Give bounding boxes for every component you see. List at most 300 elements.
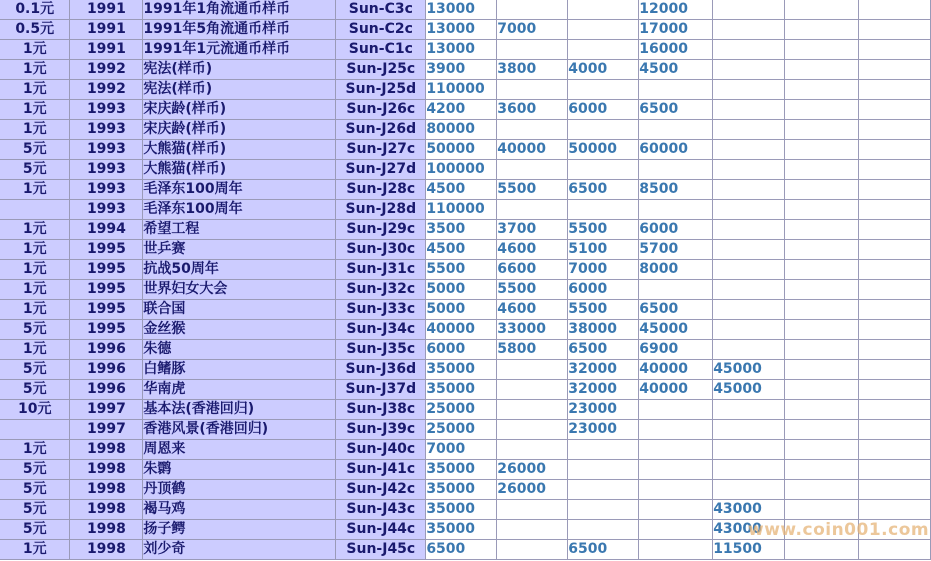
price-cell[interactable] <box>713 140 785 160</box>
price-cell[interactable] <box>497 500 568 520</box>
price-cell[interactable] <box>639 420 713 440</box>
price-cell[interactable]: 11500 <box>713 540 785 560</box>
catalog-code-cell[interactable]: Sun-C1c <box>336 40 426 60</box>
price-cell[interactable] <box>639 540 713 560</box>
year-cell[interactable]: 1996 <box>70 360 143 380</box>
price-cell[interactable] <box>785 40 859 60</box>
price-cell[interactable]: 40000 <box>639 360 713 380</box>
price-cell[interactable]: 3800 <box>497 60 568 80</box>
price-cell[interactable]: 50000 <box>426 140 497 160</box>
price-cell[interactable] <box>785 0 859 20</box>
price-cell[interactable]: 5000 <box>426 300 497 320</box>
catalog-code-cell[interactable]: Sun-J35c <box>336 340 426 360</box>
price-cell[interactable] <box>859 500 931 520</box>
year-cell[interactable]: 1995 <box>70 320 143 340</box>
price-cell[interactable]: 45000 <box>639 320 713 340</box>
coin-name-cell[interactable]: 白鳍豚 <box>143 360 336 380</box>
denomination-cell[interactable]: 1元 <box>0 120 70 140</box>
price-cell[interactable]: 13000 <box>426 40 497 60</box>
catalog-code-cell[interactable]: Sun-J36d <box>336 360 426 380</box>
price-cell[interactable]: 23000 <box>568 420 639 440</box>
denomination-cell[interactable]: 5元 <box>0 520 70 540</box>
coin-name-cell[interactable]: 丹顶鹤 <box>143 480 336 500</box>
catalog-code-cell[interactable]: Sun-J32c <box>336 280 426 300</box>
price-cell[interactable] <box>639 440 713 460</box>
price-cell[interactable]: 4500 <box>639 60 713 80</box>
coin-name-cell[interactable]: 周恩来 <box>143 440 336 460</box>
coin-name-cell[interactable]: 宪法(样币) <box>143 80 336 100</box>
price-cell[interactable] <box>785 340 859 360</box>
coin-name-cell[interactable]: 香港风景(香港回归) <box>143 420 336 440</box>
price-cell[interactable] <box>713 340 785 360</box>
price-cell[interactable]: 6500 <box>426 540 497 560</box>
coin-name-cell[interactable]: 金丝猴 <box>143 320 336 340</box>
catalog-code-cell[interactable]: Sun-J45c <box>336 540 426 560</box>
coin-name-cell[interactable]: 华南虎 <box>143 380 336 400</box>
price-cell[interactable] <box>785 20 859 40</box>
denomination-cell[interactable]: 1元 <box>0 180 70 200</box>
price-cell[interactable] <box>568 480 639 500</box>
price-cell[interactable] <box>859 320 931 340</box>
price-cell[interactable] <box>497 80 568 100</box>
price-cell[interactable] <box>859 420 931 440</box>
price-cell[interactable] <box>859 240 931 260</box>
coin-name-cell[interactable]: 基本法(香港回归) <box>143 400 336 420</box>
price-cell[interactable]: 4500 <box>426 240 497 260</box>
price-cell[interactable]: 50000 <box>568 140 639 160</box>
price-cell[interactable] <box>713 260 785 280</box>
price-cell[interactable]: 80000 <box>426 120 497 140</box>
denomination-cell[interactable]: 5元 <box>0 160 70 180</box>
coin-name-cell[interactable]: 毛泽东100周年 <box>143 180 336 200</box>
coin-name-cell[interactable]: 褐马鸡 <box>143 500 336 520</box>
denomination-cell[interactable]: 1元 <box>0 80 70 100</box>
price-cell[interactable] <box>859 360 931 380</box>
price-cell[interactable] <box>497 40 568 60</box>
catalog-code-cell[interactable]: Sun-J34c <box>336 320 426 340</box>
year-cell[interactable]: 1998 <box>70 440 143 460</box>
price-cell[interactable] <box>568 20 639 40</box>
price-cell[interactable] <box>785 300 859 320</box>
year-cell[interactable]: 1995 <box>70 240 143 260</box>
catalog-code-cell[interactable]: Sun-J29c <box>336 220 426 240</box>
price-cell[interactable]: 13000 <box>426 20 497 40</box>
price-cell[interactable]: 4200 <box>426 100 497 120</box>
price-cell[interactable] <box>713 240 785 260</box>
price-cell[interactable]: 4500 <box>426 180 497 200</box>
catalog-code-cell[interactable]: Sun-J25c <box>336 60 426 80</box>
price-cell[interactable]: 6000 <box>639 220 713 240</box>
price-cell[interactable] <box>713 60 785 80</box>
coin-name-cell[interactable]: 世界妇女大会 <box>143 280 336 300</box>
price-cell[interactable] <box>785 60 859 80</box>
price-cell[interactable] <box>497 520 568 540</box>
price-cell[interactable] <box>785 540 859 560</box>
price-cell[interactable]: 8500 <box>639 180 713 200</box>
coin-name-cell[interactable]: 宋庆龄(样币) <box>143 120 336 140</box>
price-cell[interactable]: 40000 <box>426 320 497 340</box>
price-cell[interactable] <box>497 440 568 460</box>
price-cell[interactable] <box>568 120 639 140</box>
price-cell[interactable] <box>713 220 785 240</box>
price-cell[interactable]: 38000 <box>568 320 639 340</box>
catalog-code-cell[interactable]: Sun-J41c <box>336 460 426 480</box>
price-cell[interactable] <box>713 200 785 220</box>
denomination-cell[interactable]: 0.5元 <box>0 20 70 40</box>
price-cell[interactable] <box>859 380 931 400</box>
year-cell[interactable]: 1993 <box>70 180 143 200</box>
price-cell[interactable] <box>785 400 859 420</box>
price-cell[interactable]: 35000 <box>426 480 497 500</box>
catalog-code-cell[interactable]: Sun-J40c <box>336 440 426 460</box>
price-cell[interactable]: 3900 <box>426 60 497 80</box>
catalog-code-cell[interactable]: Sun-J27d <box>336 160 426 180</box>
price-cell[interactable] <box>568 500 639 520</box>
price-cell[interactable] <box>713 120 785 140</box>
price-cell[interactable] <box>639 160 713 180</box>
price-cell[interactable] <box>497 160 568 180</box>
denomination-cell[interactable]: 1元 <box>0 280 70 300</box>
year-cell[interactable]: 1991 <box>70 0 143 20</box>
price-cell[interactable]: 13000 <box>426 0 497 20</box>
year-cell[interactable]: 1998 <box>70 540 143 560</box>
catalog-code-cell[interactable]: Sun-J42c <box>336 480 426 500</box>
denomination-cell[interactable]: 1元 <box>0 260 70 280</box>
price-cell[interactable] <box>859 440 931 460</box>
price-cell[interactable] <box>785 240 859 260</box>
price-cell[interactable]: 60000 <box>639 140 713 160</box>
price-cell[interactable]: 4600 <box>497 240 568 260</box>
price-cell[interactable]: 5500 <box>497 180 568 200</box>
catalog-code-cell[interactable]: Sun-J25d <box>336 80 426 100</box>
year-cell[interactable]: 1997 <box>70 420 143 440</box>
denomination-cell[interactable]: 5元 <box>0 460 70 480</box>
price-cell[interactable] <box>639 480 713 500</box>
price-cell[interactable] <box>859 480 931 500</box>
catalog-code-cell[interactable]: Sun-J44c <box>336 520 426 540</box>
catalog-code-cell[interactable]: Sun-J26c <box>336 100 426 120</box>
year-cell[interactable]: 1998 <box>70 460 143 480</box>
price-cell[interactable]: 23000 <box>568 400 639 420</box>
denomination-cell[interactable]: 1元 <box>0 60 70 80</box>
catalog-code-cell[interactable]: Sun-J28d <box>336 200 426 220</box>
price-cell[interactable]: 26000 <box>497 480 568 500</box>
price-cell[interactable] <box>713 40 785 60</box>
year-cell[interactable]: 1995 <box>70 260 143 280</box>
price-cell[interactable] <box>785 280 859 300</box>
price-cell[interactable] <box>785 320 859 340</box>
catalog-code-cell[interactable]: Sun-J39c <box>336 420 426 440</box>
price-cell[interactable] <box>785 220 859 240</box>
denomination-cell[interactable] <box>0 200 70 220</box>
price-cell[interactable] <box>859 20 931 40</box>
price-cell[interactable] <box>639 460 713 480</box>
price-cell[interactable] <box>497 540 568 560</box>
year-cell[interactable]: 1995 <box>70 280 143 300</box>
price-cell[interactable] <box>713 420 785 440</box>
price-cell[interactable]: 17000 <box>639 20 713 40</box>
price-cell[interactable]: 26000 <box>497 460 568 480</box>
year-cell[interactable]: 1997 <box>70 400 143 420</box>
price-cell[interactable] <box>859 60 931 80</box>
denomination-cell[interactable]: 5元 <box>0 500 70 520</box>
price-cell[interactable]: 7000 <box>426 440 497 460</box>
denomination-cell[interactable]: 5元 <box>0 320 70 340</box>
denomination-cell[interactable]: 5元 <box>0 480 70 500</box>
price-cell[interactable] <box>497 360 568 380</box>
year-cell[interactable]: 1998 <box>70 520 143 540</box>
catalog-code-cell[interactable]: Sun-J38c <box>336 400 426 420</box>
coin-name-cell[interactable]: 1991年1元流通币样币 <box>143 40 336 60</box>
price-cell[interactable] <box>859 340 931 360</box>
price-cell[interactable] <box>713 20 785 40</box>
price-cell[interactable] <box>785 180 859 200</box>
denomination-cell[interactable]: 5元 <box>0 360 70 380</box>
price-cell[interactable]: 5500 <box>568 300 639 320</box>
price-cell[interactable] <box>497 380 568 400</box>
price-cell[interactable]: 32000 <box>568 380 639 400</box>
price-cell[interactable] <box>497 200 568 220</box>
price-cell[interactable]: 25000 <box>426 420 497 440</box>
coin-name-cell[interactable]: 希望工程 <box>143 220 336 240</box>
price-cell[interactable] <box>497 0 568 20</box>
price-cell[interactable]: 33000 <box>497 320 568 340</box>
price-cell[interactable]: 6500 <box>568 340 639 360</box>
catalog-code-cell[interactable]: Sun-J28c <box>336 180 426 200</box>
coin-name-cell[interactable]: 大熊猫(样币) <box>143 160 336 180</box>
denomination-cell[interactable]: 1元 <box>0 220 70 240</box>
price-cell[interactable] <box>785 420 859 440</box>
denomination-cell[interactable]: 1元 <box>0 300 70 320</box>
price-cell[interactable] <box>859 300 931 320</box>
catalog-code-cell[interactable]: Sun-J37d <box>336 380 426 400</box>
price-cell[interactable] <box>568 460 639 480</box>
price-cell[interactable] <box>859 100 931 120</box>
price-cell[interactable] <box>639 120 713 140</box>
price-cell[interactable] <box>713 440 785 460</box>
price-cell[interactable] <box>639 200 713 220</box>
price-cell[interactable]: 5500 <box>568 220 639 240</box>
price-cell[interactable]: 25000 <box>426 400 497 420</box>
coin-name-cell[interactable]: 世乒赛 <box>143 240 336 260</box>
year-cell[interactable]: 1991 <box>70 40 143 60</box>
price-cell[interactable]: 5500 <box>426 260 497 280</box>
denomination-cell[interactable]: 1元 <box>0 100 70 120</box>
price-cell[interactable]: 4000 <box>568 60 639 80</box>
price-cell[interactable] <box>568 200 639 220</box>
price-cell[interactable] <box>639 280 713 300</box>
denomination-cell[interactable]: 1元 <box>0 240 70 260</box>
price-cell[interactable] <box>859 260 931 280</box>
price-cell[interactable] <box>639 400 713 420</box>
price-cell[interactable] <box>785 200 859 220</box>
price-cell[interactable]: 7000 <box>497 20 568 40</box>
price-cell[interactable] <box>859 140 931 160</box>
price-cell[interactable] <box>497 420 568 440</box>
price-cell[interactable] <box>785 80 859 100</box>
price-cell[interactable] <box>568 0 639 20</box>
denomination-cell[interactable]: 5元 <box>0 380 70 400</box>
price-cell[interactable] <box>859 540 931 560</box>
price-cell[interactable]: 6600 <box>497 260 568 280</box>
price-cell[interactable] <box>568 160 639 180</box>
price-cell[interactable]: 110000 <box>426 200 497 220</box>
price-cell[interactable] <box>713 480 785 500</box>
price-cell[interactable]: 6500 <box>639 300 713 320</box>
price-cell[interactable]: 12000 <box>639 0 713 20</box>
price-cell[interactable] <box>713 460 785 480</box>
denomination-cell[interactable]: 0.1元 <box>0 0 70 20</box>
price-cell[interactable] <box>713 300 785 320</box>
price-cell[interactable] <box>785 440 859 460</box>
price-cell[interactable]: 7000 <box>568 260 639 280</box>
price-cell[interactable]: 5100 <box>568 240 639 260</box>
price-cell[interactable] <box>785 100 859 120</box>
price-cell[interactable]: 32000 <box>568 360 639 380</box>
price-cell[interactable] <box>859 220 931 240</box>
price-cell[interactable] <box>713 160 785 180</box>
price-cell[interactable] <box>785 160 859 180</box>
price-cell[interactable]: 43000 <box>713 520 785 540</box>
price-cell[interactable] <box>713 100 785 120</box>
catalog-code-cell[interactable]: Sun-J31c <box>336 260 426 280</box>
price-cell[interactable] <box>859 460 931 480</box>
coin-name-cell[interactable]: 刘少奇 <box>143 540 336 560</box>
price-cell[interactable] <box>713 0 785 20</box>
price-cell[interactable]: 6000 <box>568 280 639 300</box>
price-cell[interactable] <box>568 520 639 540</box>
coin-name-cell[interactable]: 抗战50周年 <box>143 260 336 280</box>
price-cell[interactable] <box>859 200 931 220</box>
price-cell[interactable] <box>859 180 931 200</box>
year-cell[interactable]: 1996 <box>70 340 143 360</box>
price-cell[interactable]: 6500 <box>639 100 713 120</box>
price-cell[interactable] <box>568 440 639 460</box>
price-cell[interactable] <box>859 280 931 300</box>
catalog-code-cell[interactable]: Sun-J43c <box>336 500 426 520</box>
price-cell[interactable] <box>859 400 931 420</box>
year-cell[interactable]: 1996 <box>70 380 143 400</box>
price-cell[interactable]: 3500 <box>426 220 497 240</box>
price-cell[interactable]: 4600 <box>497 300 568 320</box>
price-cell[interactable] <box>713 280 785 300</box>
price-cell[interactable] <box>785 260 859 280</box>
denomination-cell[interactable]: 1元 <box>0 540 70 560</box>
price-cell[interactable]: 6000 <box>426 340 497 360</box>
denomination-cell[interactable] <box>0 420 70 440</box>
coin-name-cell[interactable]: 联合国 <box>143 300 336 320</box>
catalog-code-cell[interactable]: Sun-J27c <box>336 140 426 160</box>
price-cell[interactable] <box>497 400 568 420</box>
price-cell[interactable] <box>859 40 931 60</box>
catalog-code-cell[interactable]: Sun-J30c <box>336 240 426 260</box>
price-cell[interactable] <box>713 180 785 200</box>
price-cell[interactable]: 40000 <box>639 380 713 400</box>
year-cell[interactable]: 1992 <box>70 80 143 100</box>
catalog-code-cell[interactable]: Sun-C2c <box>336 20 426 40</box>
price-cell[interactable] <box>713 320 785 340</box>
price-cell[interactable]: 6500 <box>568 180 639 200</box>
denomination-cell[interactable]: 5元 <box>0 140 70 160</box>
year-cell[interactable]: 1993 <box>70 200 143 220</box>
year-cell[interactable]: 1995 <box>70 300 143 320</box>
price-cell[interactable] <box>639 500 713 520</box>
price-cell[interactable] <box>785 120 859 140</box>
price-cell[interactable]: 6000 <box>568 100 639 120</box>
coin-name-cell[interactable]: 1991年1角流通币样币 <box>143 0 336 20</box>
year-cell[interactable]: 1993 <box>70 100 143 120</box>
price-cell[interactable] <box>785 140 859 160</box>
price-cell[interactable] <box>785 360 859 380</box>
price-cell[interactable]: 40000 <box>497 140 568 160</box>
year-cell[interactable]: 1993 <box>70 120 143 140</box>
price-cell[interactable] <box>785 380 859 400</box>
price-cell[interactable]: 45000 <box>713 380 785 400</box>
denomination-cell[interactable]: 10元 <box>0 400 70 420</box>
coin-name-cell[interactable]: 朱德 <box>143 340 336 360</box>
year-cell[interactable]: 1993 <box>70 160 143 180</box>
price-cell[interactable]: 6900 <box>639 340 713 360</box>
year-cell[interactable]: 1993 <box>70 140 143 160</box>
price-cell[interactable]: 3600 <box>497 100 568 120</box>
price-cell[interactable]: 110000 <box>426 80 497 100</box>
price-cell[interactable] <box>785 500 859 520</box>
coin-name-cell[interactable]: 扬子鳄 <box>143 520 336 540</box>
price-cell[interactable]: 5700 <box>639 240 713 260</box>
year-cell[interactable]: 1991 <box>70 20 143 40</box>
year-cell[interactable]: 1992 <box>70 60 143 80</box>
coin-name-cell[interactable]: 朱鹮 <box>143 460 336 480</box>
price-cell[interactable] <box>859 120 931 140</box>
price-cell[interactable]: 8000 <box>639 260 713 280</box>
price-cell[interactable] <box>639 80 713 100</box>
price-cell[interactable]: 35000 <box>426 380 497 400</box>
price-cell[interactable]: 35000 <box>426 460 497 480</box>
year-cell[interactable]: 1998 <box>70 480 143 500</box>
price-cell[interactable] <box>713 400 785 420</box>
year-cell[interactable]: 1994 <box>70 220 143 240</box>
price-cell[interactable]: 43000 <box>713 500 785 520</box>
denomination-cell[interactable]: 1元 <box>0 440 70 460</box>
coin-name-cell[interactable]: 毛泽东100周年 <box>143 200 336 220</box>
price-cell[interactable] <box>859 160 931 180</box>
price-cell[interactable] <box>859 80 931 100</box>
coin-name-cell[interactable]: 宪法(样币) <box>143 60 336 80</box>
price-cell[interactable] <box>713 80 785 100</box>
price-cell[interactable] <box>497 120 568 140</box>
price-cell[interactable]: 5500 <box>497 280 568 300</box>
price-cell[interactable]: 100000 <box>426 160 497 180</box>
price-cell[interactable]: 35000 <box>426 520 497 540</box>
price-cell[interactable]: 35000 <box>426 500 497 520</box>
catalog-code-cell[interactable]: Sun-J33c <box>336 300 426 320</box>
price-cell[interactable]: 16000 <box>639 40 713 60</box>
price-cell[interactable] <box>785 480 859 500</box>
price-cell[interactable] <box>859 0 931 20</box>
price-cell[interactable] <box>568 40 639 60</box>
price-cell[interactable]: 45000 <box>713 360 785 380</box>
coin-name-cell[interactable]: 大熊猫(样币) <box>143 140 336 160</box>
price-cell[interactable]: 5800 <box>497 340 568 360</box>
price-cell[interactable] <box>785 460 859 480</box>
price-cell[interactable]: 3700 <box>497 220 568 240</box>
price-cell[interactable] <box>568 80 639 100</box>
price-cell[interactable]: 5000 <box>426 280 497 300</box>
price-cell[interactable]: 6500 <box>568 540 639 560</box>
coin-name-cell[interactable]: 宋庆龄(样币) <box>143 100 336 120</box>
price-cell[interactable] <box>639 520 713 540</box>
price-cell[interactable]: 35000 <box>426 360 497 380</box>
